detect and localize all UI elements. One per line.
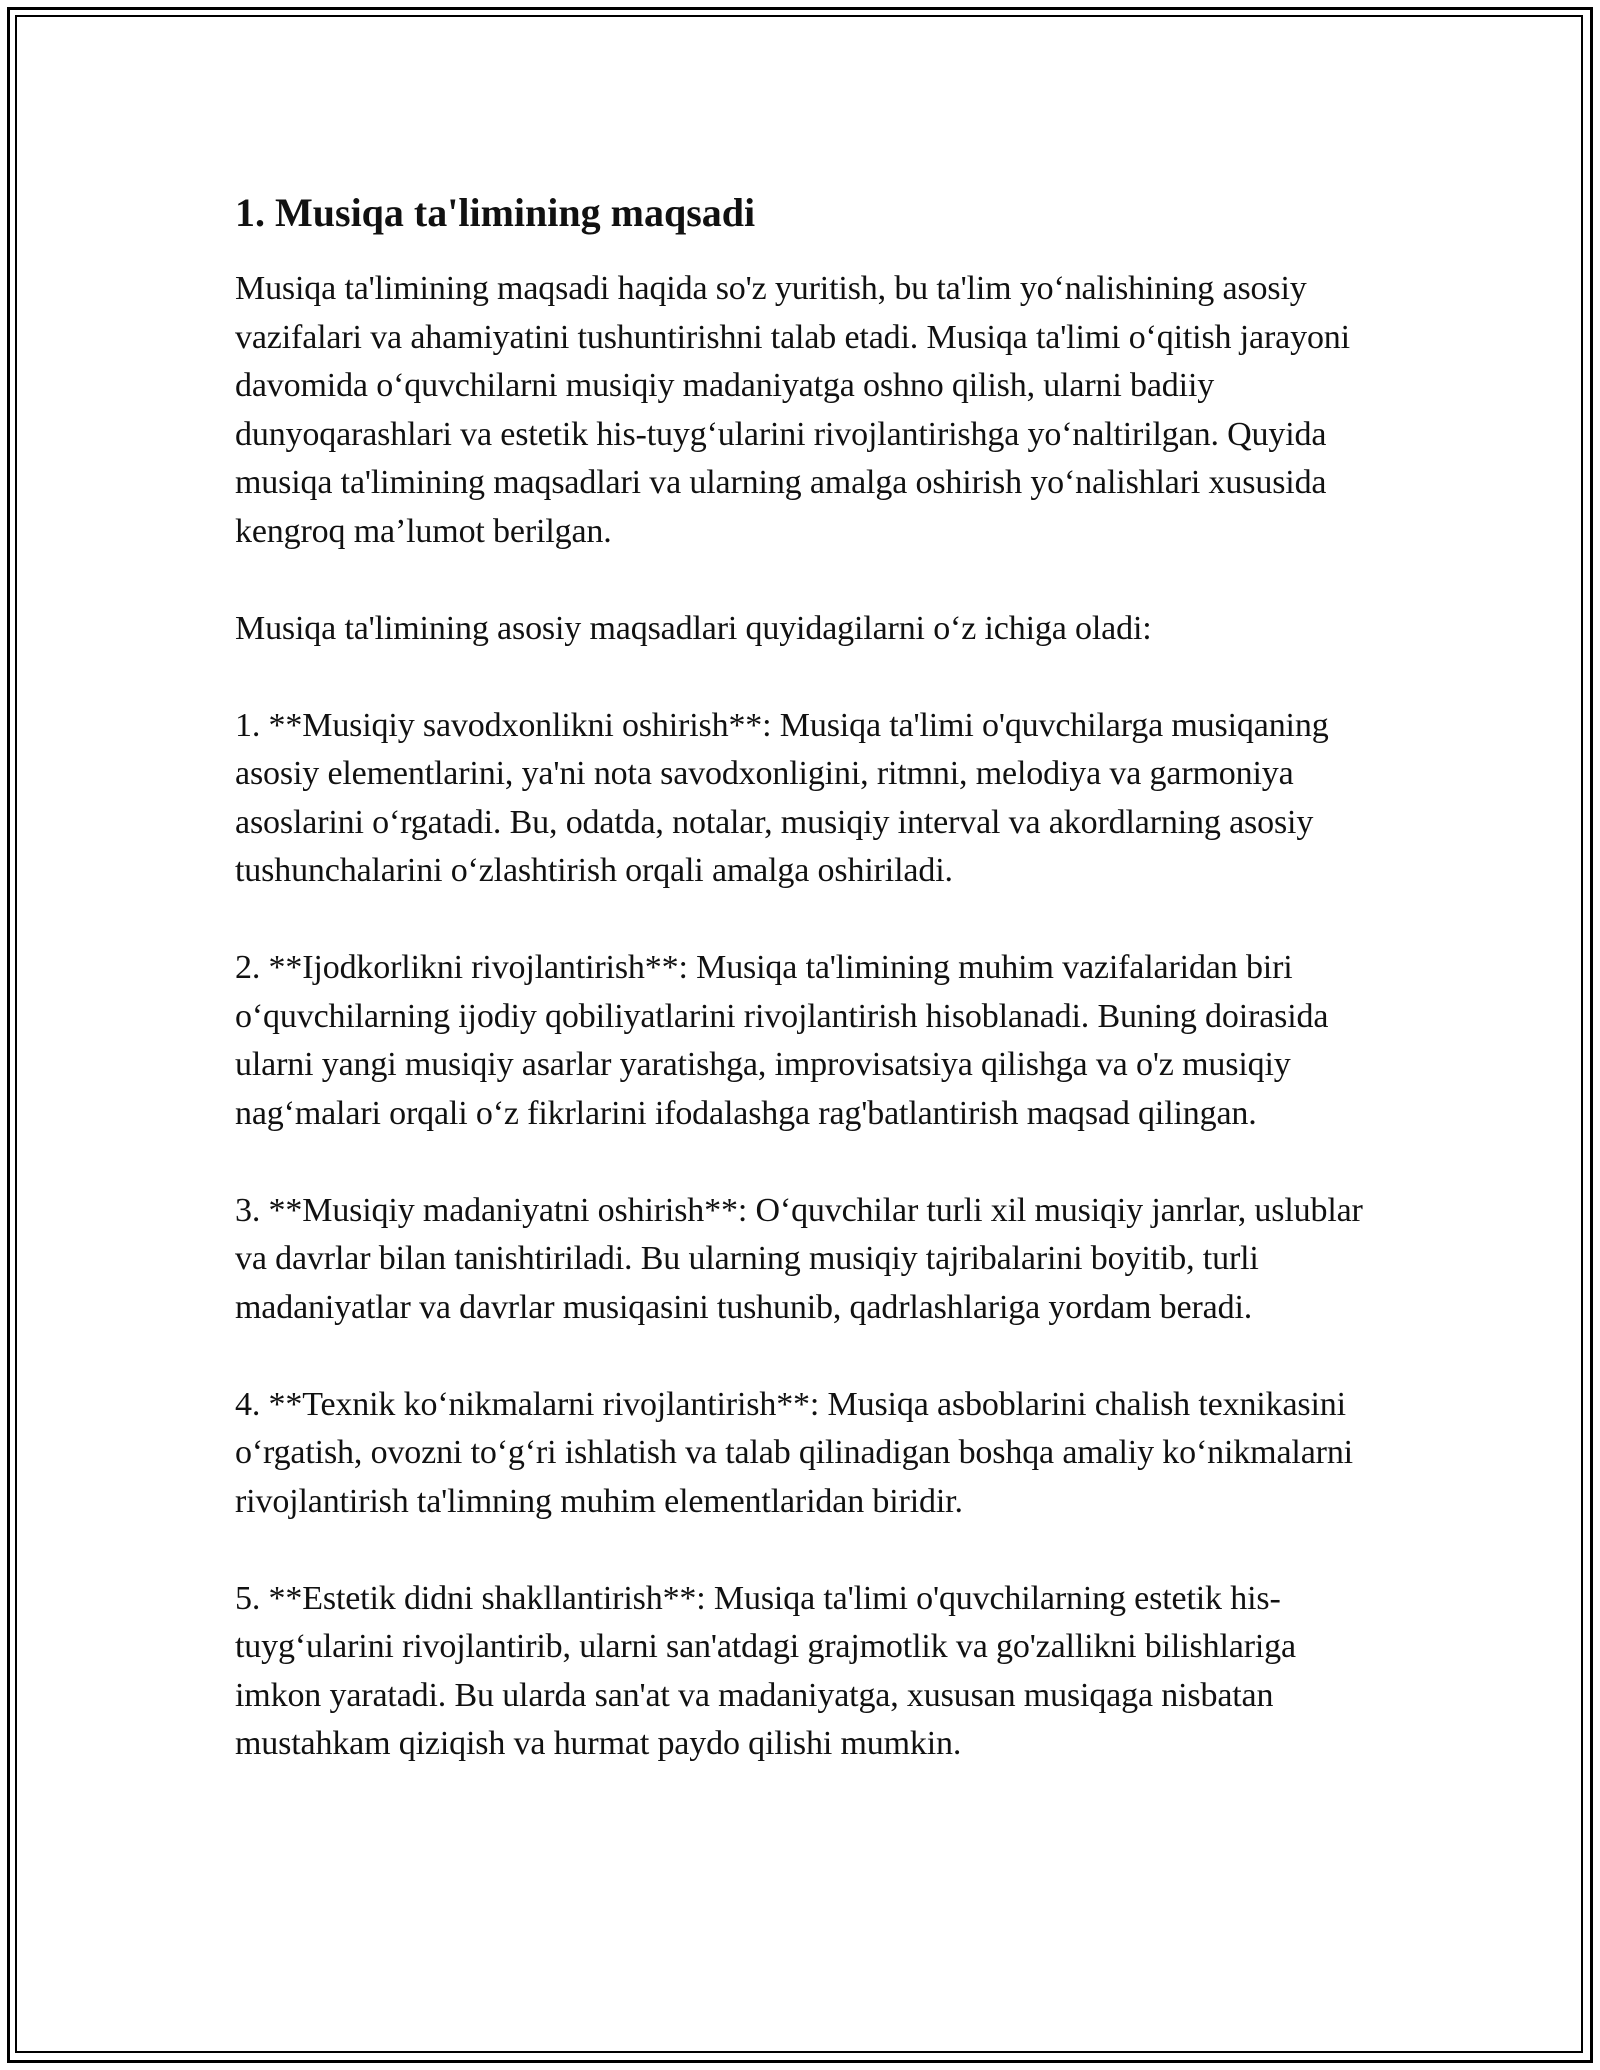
document-body	[235, 185, 1365, 1769]
section-heading: 1. Musiqa ta'limining maqsadi	[235, 190, 756, 235]
intro-paragraph: Musiqa ta'limining maqsadi haqida so'z yuritish, bu ta'lim yo‘nalishining asosiy vazifalari va ahamiyatini tushuntirishni talab etadi. Musiqa ta'limi o‘qitish jarayoni davomida o‘quvchilarni musiqiy madaniyatga oshno qilish, ularni badiiy dunyoqarashlari va estetik his-tuyg‘ularini rivojlantirishga yo‘naltirilgan. Quyida musiqa ta'limining maqsadlari va ularning amalga oshirish yo‘nalishlari xususida kengroq ma’lumot berilgan.	[235, 270, 1350, 550]
goal-item-4: 4. **Texnik ko‘nikmalarni rivojlantirish**: Musiqa asboblarini chalish texnikasini o‘rgatish, ovozni to‘g‘ri ishlatish va talab qilinadigan boshqa amaliy ko‘nikmalarni rivojlantirish ta'limning muhim elementlaridan biridir.	[235, 1385, 1353, 1520]
goal-item-2: 2. **Ijodkorlikni rivojlantirish**: Musiqa ta'limining muhim vazifalaridan biri o‘quvchilarning ijodiy qobiliyatlarini rivojlantirish hisoblanadi. Buning doirasida ularni yangi musiqiy asarlar yaratishga, improvisatsiya qilishga va o'z musiqiy nag‘malari orqali o‘z fikrlarini ifodalashga rag'batlantirish maqsad qilingan.	[235, 949, 1329, 1132]
goal-item-3: 3. **Musiqiy madaniyatni oshirish**: O‘quvchilar turli xil musiqiy janrlar, uslublar va davrlar bilan tanishtiriladi. Bu ularning musiqiy tajribalarini boyitib, turli madaniyatlar va davrlar musiqasini tushunib, qadrlashlariga yordam beradi.	[235, 1191, 1363, 1326]
goals-lead-paragraph: Musiqa ta'limining asosiy maqsadlari quyidagilarni o‘z ichiga oladi:	[235, 609, 1152, 647]
goal-item-1: 1. **Musiqiy savodxonlikni oshirish**: Musiqa ta'limi o'quvchilarga musiqaning asosiy elementlarini, ya'ni nota savodxonligini, ritmni, melodiya va garmoniya asoslarini o‘rgatadi. Bu, odatda, notalar, musiqiy interval va akordlarning asosiy tushunchalarini o‘zlashtirish orqali amalga oshiriladi.	[235, 706, 1329, 889]
goal-item-5: 5. **Estetik didni shakllantirish**: Musiqa ta'limi o'quvchilarning estetik his-tuyg‘ularini rivojlantirib, ularni san'atdagi grajmotlik va go'zallikni bilishlariga imkon yaratadi. Bu ularda san'at va madaniyatga, xususan musiqaga nisbatan mustahkam qiziqish va hurmat paydo qilishi mumkin.	[235, 1579, 1296, 1762]
